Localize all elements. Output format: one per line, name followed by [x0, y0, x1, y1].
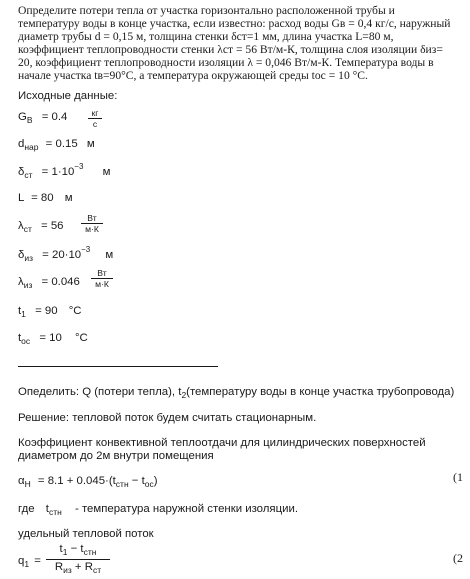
toc-subscript: ос — [21, 336, 31, 346]
lambda-iz-unit-denominator: м·К — [95, 279, 109, 289]
given-t1 — [18, 305, 82, 317]
toc-unit: °C — [75, 332, 88, 344]
G-subscript: В — [26, 115, 33, 125]
q-den-sub2: ст — [92, 565, 102, 575]
q-symbol: q — [18, 555, 25, 567]
given-L — [18, 192, 73, 204]
q-num-sub1: 1 — [62, 547, 68, 557]
find-subscript: 2 — [181, 390, 187, 400]
equation-number-1: (1 — [453, 470, 463, 484]
lambda-st-unit-fraction — [80, 213, 104, 234]
lambda-st-value: = 56 — [41, 220, 64, 232]
G-symbol: G — [18, 111, 27, 123]
lambda-iz-unit-numerator: Вт — [97, 268, 107, 278]
lambda-iz-subscript: из — [23, 280, 33, 290]
alpha-expr-sub1: стн — [115, 479, 129, 489]
lambda-st-unit-numerator: Вт — [87, 213, 97, 223]
convection-line-1: Коэффициент конвективной теплоотдачи для цилиндрических поверхностей — [18, 437, 426, 449]
d-unit: м — [86, 138, 95, 150]
q-den-a: R — [54, 561, 64, 573]
problem-line-1: Определите потери тепла от участка горизонтально расположенной трубы и — [18, 4, 395, 17]
find-text-b: (температуру воды в конце участка трубопровода) — [186, 386, 455, 398]
problem-line-3: диаметр трубы d = 0,15 м, толщина стенки δст=1 мм, длина участка L=80 м, — [18, 30, 394, 43]
delta-iz-symbol: δ — [18, 249, 25, 261]
q-num-a: t — [59, 543, 63, 555]
lambda-iz-symbol: λ — [18, 276, 24, 288]
alpha-expr-b: − t — [128, 475, 145, 487]
where-word: где — [18, 503, 35, 515]
alpha-equation — [18, 475, 158, 487]
q-fraction-bar — [46, 559, 110, 560]
L-symbol: L — [18, 192, 24, 204]
delta-iz-subscript: из — [24, 253, 33, 263]
G-unit-numerator: кг — [91, 108, 99, 118]
t1-value: = 90 — [35, 305, 58, 317]
equation-number-2: (2 — [453, 551, 463, 565]
G-unit-denominator: с — [92, 119, 98, 129]
q-equation-lhs: $q_1$ = — [18, 555, 41, 569]
where-line — [18, 503, 298, 515]
L-value: = 80 — [31, 192, 54, 204]
lambda-st-subscript: ст — [23, 224, 32, 234]
d-subscript: нар — [24, 142, 39, 152]
given-heading: Исходные данные: — [18, 90, 118, 102]
alpha-symbol: α — [18, 475, 25, 487]
lambda-iz-value: = 0.046 — [41, 276, 80, 288]
q-subscript: 1 — [24, 559, 30, 569]
where-t-subscript: стн — [48, 507, 62, 517]
delta-st-exponent: −3 — [74, 162, 84, 171]
lambda-st-unit-denominator: м·К — [85, 224, 99, 234]
delta-st-unit: м — [102, 166, 111, 178]
q-denominator — [46, 561, 110, 573]
delta-st-subscript: ст — [24, 170, 33, 180]
delta-st-value: = 1·10 — [41, 166, 75, 178]
delta-iz-value: = 20·10 — [42, 249, 82, 261]
solution-line: Решение: тепловой поток будем считать стационарным. — [18, 412, 317, 424]
given-lambda-iz — [18, 276, 80, 288]
lambda-iz-unit-fraction — [90, 268, 114, 289]
lambda-st-symbol: λ — [18, 220, 24, 232]
delta-iz-unit: м — [105, 249, 114, 261]
L-unit: м — [64, 192, 73, 204]
given-delta-st — [18, 162, 111, 180]
given-d — [18, 138, 95, 150]
alpha-expr-a: = 8.1 + 0.045·(t — [37, 475, 116, 487]
problem-line-5: 20, коэффициент теплопроводности изоляции λ = 0,046 Вт/м-К. Температура воды в — [18, 56, 434, 69]
q-den-sub1: из — [63, 565, 72, 575]
t1-unit: °C — [68, 305, 82, 317]
q-numerator — [46, 543, 110, 555]
where-t-symbol: t — [45, 503, 49, 515]
problem-line-2: температуру воды в конце участка, если известно: расход воды Gв = 0,4 кг/с, наружный — [18, 17, 451, 30]
find-statement — [18, 386, 454, 398]
toc-value: = 10 — [39, 332, 62, 344]
delta-st-symbol: δ — [18, 166, 25, 178]
q-den-b: + R — [71, 561, 93, 573]
where-description: - температура наружной стенки изоляции. — [74, 503, 298, 515]
flux-heading: удельный тепловой поток — [18, 528, 154, 540]
d-value: = 0.15 — [45, 138, 78, 150]
alpha-expr-c: ) — [153, 475, 158, 487]
given-G — [18, 111, 67, 123]
q-num-b: − t — [67, 543, 84, 555]
toc-symbol: t — [18, 332, 22, 344]
problem-line-6: начале участка tв=90°С, а температура окружающей среды toc = 10 °С. — [18, 69, 368, 82]
convection-line-2: диаметром до 2м внутри помещения — [18, 450, 214, 462]
q-num-sub2: стн — [83, 547, 97, 557]
alpha-subscript: Н — [24, 479, 31, 489]
given-lambda-st — [18, 220, 64, 232]
G-value: = 0.4 — [41, 111, 68, 123]
section-divider — [18, 366, 218, 367]
find-text-a: Опеделить: Q (потери тепла), t — [18, 386, 182, 398]
problem-line-4: коэффициент теплопроводности стенки λст = 56 Вт/м-К, толщина слоя изоляции δиз= — [18, 43, 443, 56]
given-delta-iz — [18, 245, 114, 263]
given-toc — [18, 332, 88, 344]
d-symbol: d — [18, 138, 25, 150]
G-unit-fraction — [86, 108, 104, 129]
t1-subscript: 1 — [21, 309, 26, 319]
delta-iz-exponent: −3 — [81, 245, 91, 254]
alpha-expr-sub2: ос — [144, 479, 154, 489]
t1-symbol: t — [18, 305, 22, 317]
